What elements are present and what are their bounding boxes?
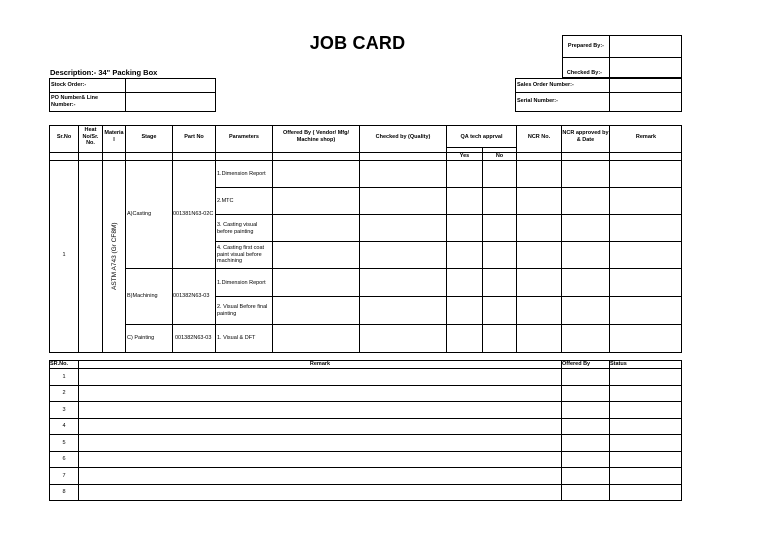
parameter-item: 4. Casting first coat paint visual before machining bbox=[217, 245, 265, 264]
stage-casting: A)Casting bbox=[127, 211, 152, 217]
stock-order-label: Stock Order:- bbox=[51, 82, 87, 88]
remark-row-number: 6 bbox=[62, 456, 66, 462]
col-qa-no: No bbox=[495, 153, 504, 159]
remark-row-number: 2 bbox=[62, 390, 66, 396]
stock-order-field[interactable] bbox=[126, 79, 215, 91]
col-qa-approval: QA tech apprval bbox=[460, 134, 503, 140]
part-no-painting: 001382N63-03 bbox=[175, 335, 212, 341]
serial-number-field[interactable] bbox=[610, 93, 681, 111]
parameter-item: 2. Visual Before final painting bbox=[217, 304, 268, 317]
parameter-item: 1. Visual & DFT bbox=[217, 335, 256, 341]
col-qa-yes: Yes bbox=[459, 153, 470, 159]
sales-order-label: Sales Order Number:- bbox=[517, 82, 574, 88]
remark-row-number: 5 bbox=[62, 440, 66, 446]
col-stage: Stage bbox=[141, 134, 157, 140]
col-remark: Remark bbox=[635, 134, 657, 140]
checked-by-field[interactable] bbox=[610, 58, 681, 77]
stage-machining: B)Machining bbox=[127, 293, 158, 299]
col-part-no: Part No bbox=[184, 134, 204, 140]
remark-col-sr-no: SR.No. bbox=[50, 361, 69, 367]
remark-col-status: Status bbox=[610, 361, 627, 367]
stage-painting: C) Painting bbox=[127, 335, 155, 341]
remark-row-number: 8 bbox=[62, 489, 66, 495]
page-title: JOB CARD bbox=[309, 33, 406, 53]
col-heat-no: Heat No/Sr. No. bbox=[82, 127, 99, 146]
prepared-by-field[interactable] bbox=[610, 36, 681, 56]
description-text: Description:- 34" Packing Box bbox=[50, 68, 158, 77]
parameter-item: 1.Dimension Report bbox=[217, 280, 266, 286]
remark-row-number: 1 bbox=[62, 374, 66, 380]
serial-number-label: Serial Number:- bbox=[517, 98, 558, 104]
parameter-item: 2.MTC bbox=[217, 198, 234, 204]
col-sr-no: Sr.No bbox=[56, 134, 72, 140]
col-ncr-no: NCR No. bbox=[527, 134, 551, 140]
row-sr-no: 1 bbox=[62, 252, 66, 258]
checked-by-label: Checked By:- bbox=[566, 70, 602, 76]
part-no-casting: 001381N63-02C bbox=[173, 211, 214, 217]
remark-table bbox=[49, 360, 682, 501]
prepared-by-label: Prepared By:- bbox=[567, 43, 604, 49]
remark-col-remark: Remark bbox=[309, 361, 331, 367]
parameter-item: 1.Dimension Report bbox=[217, 171, 266, 177]
remark-col-offered-by: Offered By bbox=[562, 361, 591, 367]
col-offered-by: Offered By ( Vendor/ Mfg/ Machine shop) bbox=[282, 130, 349, 143]
sales-order-field[interactable] bbox=[610, 79, 681, 91]
remark-row-number: 4 bbox=[62, 423, 66, 429]
po-number-field[interactable] bbox=[126, 93, 215, 111]
remark-row-number: 7 bbox=[62, 473, 66, 479]
col-ncr-approved: NCR approved by & Date bbox=[562, 130, 609, 143]
col-parameters: Parameters bbox=[229, 134, 259, 140]
parameter-item: 3. Casting visual before painting bbox=[217, 222, 258, 235]
material-text: ASTM A743 (Gr CF8M) bbox=[111, 222, 118, 290]
col-checked-quality: Checked by (Quality) bbox=[375, 134, 431, 140]
po-number-label: PO Number& Line Number:- bbox=[51, 95, 99, 108]
part-no-machining: 001382N63-03 bbox=[173, 293, 210, 299]
col-material: Materia l bbox=[104, 130, 124, 143]
remark-row-number: 3 bbox=[62, 407, 66, 413]
